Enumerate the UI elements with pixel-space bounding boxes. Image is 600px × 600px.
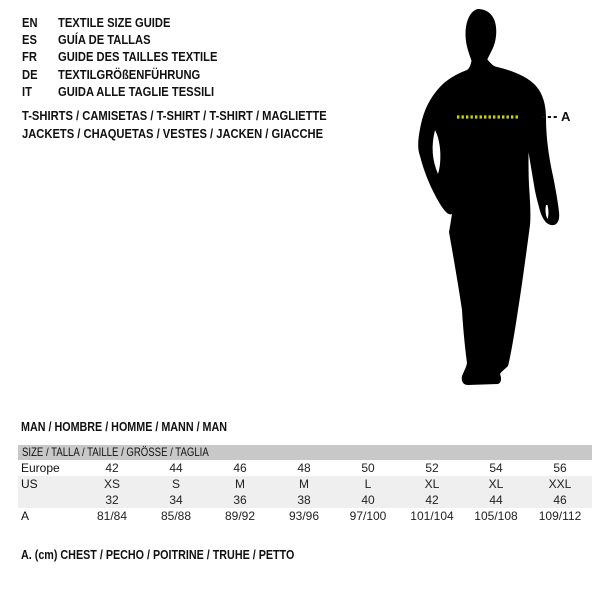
- size-cell: 42: [425, 493, 439, 507]
- category-line-jackets-text: JACKETS / CHAQUETAS / VESTES / JACKEN / GIACCHE: [22, 125, 324, 141]
- size-cell: M: [235, 477, 245, 491]
- man-silhouette-figure: [390, 0, 600, 410]
- language-code: [22, 66, 58, 83]
- footnote: [21, 548, 339, 562]
- language-label: GUIDE DES TAILLES TEXTILE: [58, 49, 218, 65]
- man-silhouette-body: [418, 58, 530, 385]
- size-cell: 36: [233, 493, 247, 507]
- category-line-tshirts: [22, 107, 376, 125]
- size-cell: 52: [425, 461, 439, 475]
- category-line-jackets: [22, 125, 376, 143]
- language-label: GUÍA DE TALLAS: [58, 32, 151, 48]
- size-cell: 81/84: [96, 509, 128, 523]
- table-row-chest-a: [18, 508, 592, 524]
- size-cell: 48: [297, 461, 311, 475]
- language-row: [22, 83, 243, 100]
- size-table: [18, 460, 592, 524]
- row-label: US: [21, 477, 38, 491]
- language-row: [22, 31, 243, 48]
- size-cell: 38: [297, 493, 311, 507]
- size-cell: 44: [489, 493, 503, 507]
- language-code-text: FR: [22, 49, 37, 65]
- size-cell: 34: [169, 493, 183, 507]
- size-cell: 32: [105, 493, 119, 507]
- table-row-europe: [18, 460, 592, 476]
- size-cell: S: [171, 477, 180, 491]
- size-cell: 56: [553, 461, 567, 475]
- size-cell: 46: [233, 461, 247, 475]
- language-list: [22, 14, 243, 100]
- size-cell: XS: [103, 477, 120, 491]
- table-row-us: [18, 476, 592, 492]
- language-code: [22, 14, 58, 31]
- language-row: [22, 66, 243, 83]
- size-cell: XL: [424, 477, 440, 491]
- size-cell: 93/96: [288, 509, 320, 523]
- category-lines: [22, 107, 376, 142]
- section-title-text: MAN / HOMBRE / HOMME / MANN / MAN: [21, 420, 228, 434]
- language-code: [22, 31, 58, 48]
- size-cell: 44: [169, 461, 183, 475]
- language-row: [22, 48, 243, 65]
- size-cell: XXL: [548, 477, 572, 491]
- language-code: [22, 48, 58, 65]
- row-label: Europe: [21, 461, 60, 475]
- language-label: TEXTILE SIZE GUIDE: [58, 15, 171, 30]
- size-cell: 89/92: [224, 509, 256, 523]
- language-code-text: ES: [22, 32, 37, 48]
- language-label: TEXTILGRÖßENFÜHRUNG: [58, 66, 201, 82]
- language-code-text: DE: [22, 66, 38, 82]
- size-table-header: [18, 445, 592, 460]
- footnote-text: A. (cm) CHEST / PECHO / POITRINE / TRUHE / PETTO: [21, 548, 295, 562]
- size-cell: 101/104: [410, 509, 454, 523]
- size-cell: M: [299, 477, 309, 491]
- size-cell: 40: [361, 493, 375, 507]
- section-title: [21, 420, 261, 434]
- language-code-text: EN: [22, 15, 38, 30]
- row-label: A: [21, 509, 30, 523]
- language-code-text: IT: [22, 83, 32, 99]
- row-label: [18, 492, 80, 508]
- table-row-numeric: [18, 492, 592, 508]
- size-table-header-text: SIZE / TALLA / TAILLE / GRÖSSE / TAGLIA: [22, 445, 209, 459]
- size-cell: 85/88: [160, 509, 192, 523]
- man-silhouette-svg: [390, 0, 600, 410]
- size-cell: 42: [105, 461, 119, 475]
- category-line-tshirts-text: T-SHIRTS / CAMISETAS / T-SHIRT / T-SHIRT / MAGLIETTE: [22, 108, 327, 123]
- size-cell: 109/112: [538, 509, 582, 523]
- size-cell: 54: [489, 461, 503, 475]
- measure-label-a: A: [561, 109, 571, 124]
- size-cell: 97/100: [349, 509, 387, 523]
- language-row: [22, 14, 243, 31]
- size-cell: 46: [553, 493, 567, 507]
- size-cell: 50: [361, 461, 375, 475]
- size-cell: L: [364, 477, 372, 491]
- size-cell: 105/108: [474, 509, 518, 523]
- language-label: GUIDA ALLE TAGLIE TESSILI: [58, 83, 215, 99]
- man-silhouette-head: [466, 9, 497, 62]
- language-code: [22, 83, 58, 100]
- size-cell: XL: [488, 477, 504, 491]
